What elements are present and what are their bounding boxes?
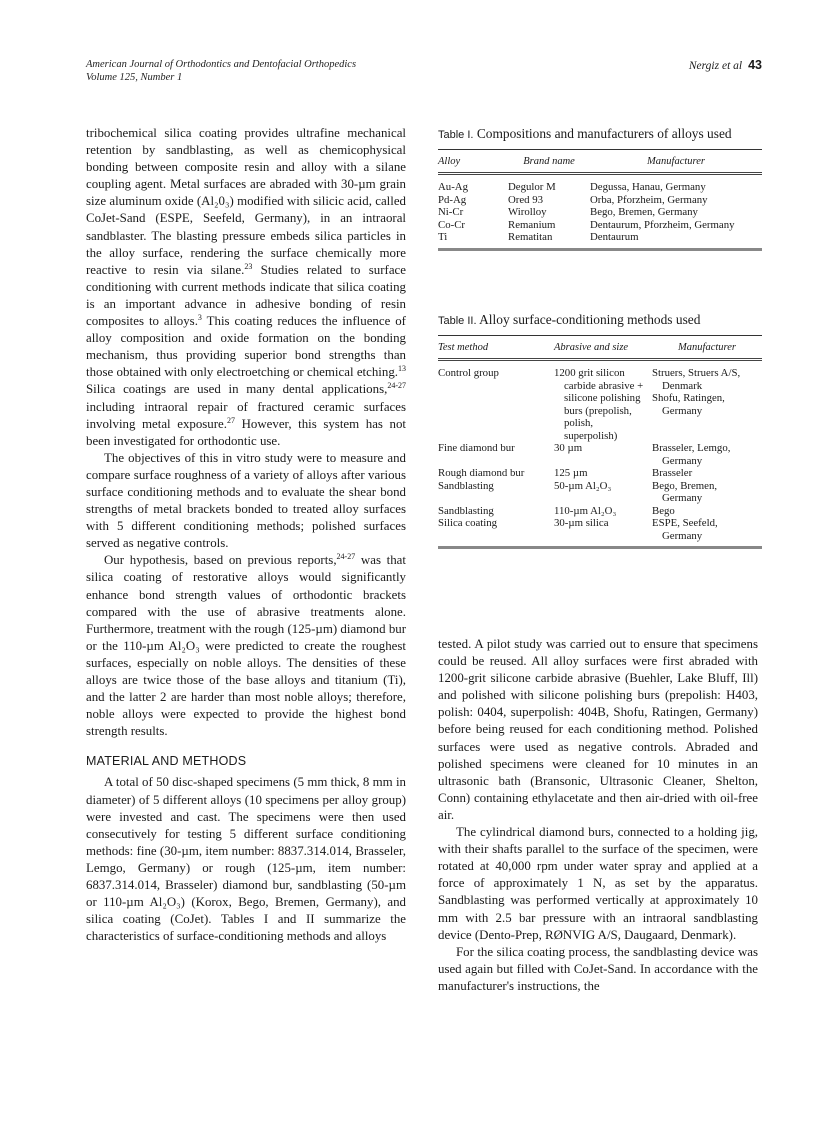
journal-volume: Volume 125, Number 1	[86, 72, 183, 83]
citation: 3	[197, 313, 202, 323]
journal-title: American Journal of Orthodontics and Dentofacial Orthopedics	[86, 59, 357, 70]
column-header: Manufacturer	[652, 336, 762, 360]
cell: Ored 93	[508, 193, 544, 206]
text-run: However, this system has not been investigated for orthodontic use.	[86, 416, 406, 448]
cell: Rough diamond bur	[438, 467, 525, 479]
table-1-caption	[438, 126, 762, 143]
paragraph-pilot: tested. A pilot study was carried out to ensure that specimens could be reused. All alloy surfaces were first abraded with 1200-grit silicone carbide abrasive (Buehler, Lake Bluff, Ill) and polished with silicone polishing burs (prepolish: H403, polish: 0404, superpolish: 404B, Shofu, Ratingen, Germany) before being reused for each conditioning method. Polished surfaces were used as negative controls. Abraded and polished specimens were cleaned for 10 minutes in an ultrasonic bath (Bransonic, Ultrasonic Cleaner, Shelton, Conn) containing ethylacetate and then air-dried with oil-free air.	[438, 637, 758, 822]
cell: Degulor M	[508, 181, 556, 193]
cell: Orba, Pforzheim, Germany	[590, 193, 708, 206]
text-run: Silica coatings are used in many dental applications,	[86, 382, 388, 397]
column-header: Abrasive and size	[554, 336, 652, 360]
cell: Wirolloy	[508, 206, 547, 218]
column-header: Manufacturer	[590, 150, 762, 174]
cell: Ti	[438, 231, 448, 243]
paragraph-objectives: The objectives of this in vitro study were to measure and compare surface roughness of a variety of alloys after various surface conditioning methods and to evaluate the shear bond strengths of metal brackets bonded to treated alloy surfaces with 5 different conditioning methods; polished surfaces served as negative controls.	[86, 450, 406, 551]
cell: 30-µm silica	[554, 517, 609, 529]
table-row	[438, 231, 762, 249]
table-1	[438, 126, 762, 251]
table-title: Compositions and manufacturers of alloys used	[476, 126, 732, 141]
text-run: including intraoral repair of fractured ceramic surfaces involving metal exposure.	[86, 399, 406, 431]
table-row	[438, 360, 762, 443]
cell	[652, 480, 762, 505]
cell: Au-Ag	[438, 181, 468, 193]
cell: Fine diamond bur	[438, 442, 515, 454]
cell: Dentaurum	[590, 231, 639, 243]
table-row	[438, 505, 762, 518]
table-2-caption	[438, 312, 762, 329]
cell: Remanium	[508, 218, 556, 231]
cell: Bego	[652, 504, 675, 517]
text-run: This coating reduces the influence of alloy composition and oxide formation on the bonding mechanism, thus providing superior bond strengths than those obtained with only electroetching or chemical etching.	[86, 314, 406, 380]
cell: Sandblasting	[438, 479, 494, 492]
citation: 13	[398, 364, 406, 374]
cell: Bego, Bremen, Germany	[590, 206, 698, 218]
citation: 23	[244, 261, 253, 271]
text-run: tribochemical silica coating provides ultrafine mechanical retention by sandblasting, as well as chemicophysical bonding between composite resin and alloy with a silane coupling agent. Metal surfaces are abraded with 30-µm grain size aluminum oxide (Al₂0₃) modified with silicic acid, called CoJet-Sand (ESPE, Seefeld, Germany), in an intraoral sandblaster. The blasting pressure embeds silica particles in the alloy surface, rendering the surface chemically more reactive to resin via silane.	[86, 126, 406, 277]
cell-text: 1200 grit silicon carbide abrasive + silicone polishing burs (prepolish, polish, superpolish)	[554, 367, 644, 442]
cell	[554, 360, 652, 443]
left-column	[86, 125, 406, 945]
column-header: Brand name	[508, 150, 590, 174]
table-row	[438, 174, 762, 194]
author-page	[689, 58, 762, 72]
paragraph-hypothesis	[86, 552, 406, 740]
running-header	[86, 58, 762, 84]
cell: Sandblasting	[438, 504, 494, 517]
text-run: Studies related to surface conditioning with current methods indicate that silica coating is an important advance in adhesive bonding of resin composites to alloys.	[86, 262, 406, 329]
paragraph-burs: The cylindrical diamond burs, connected to a holding jig, with their shafts parallel to the surface of the specimen, were rotated at 40,000 rpm under water spray and applied at a force of approximately 1 N, as set by the apparatus. Sandblasting was performed vertically at approximately 10 mm with 2.5 bar pressure with an intraoral sandblasting device (Dento-Prep, RØNVIG A/S, Daugaard, Denmark).	[438, 825, 758, 942]
cell: Brasseler	[652, 467, 693, 479]
citation: 24-27	[336, 552, 356, 562]
text-run: was that silica coating of restorative alloys would significantly enhance bond strength values of orthodontic brackets compared with the use of abrasive treatments alone. Furthermore, treatment with the rough (125-µm) diamond bur or the 110-µm Al₂O₃ were predicted to create the roughest surfaces, especially on noble alloys. The densities of these alloys are twice those of the base alloys and titanium (Ti), and the latter 2 are harder than most noble alloys; therefore, noble alloys were expected to provide the highest bond strength results.	[86, 553, 406, 739]
paragraph-methods: A total of 50 disc-shaped specimens (5 mm thick, 8 mm in diameter) of 5 different alloys (10 specimens per alloy group) were invested and cast. The specimens were then used consecutively for testing 5 different surface conditioning methods: fine (30-µm, item number: 8837.314.014, Brasseler, Lemgo, Germany) or rough (125-µm, item number: 6837.314.014, Brasseler) diamond bur, sandblasting (50-µm or 110-µm Al₂O₃) (Korox, Bego, Bremen, Germany), and silica coating (CoJet). Tables I and II summarize the characteristics of surface-conditioning methods and alloys	[86, 775, 406, 944]
cell	[652, 442, 762, 467]
table-row	[438, 219, 762, 232]
table-row	[438, 480, 762, 505]
cell: 110-µm Al₂O₃	[554, 504, 617, 517]
citation: 24-27	[387, 381, 406, 391]
table-1-grid	[438, 149, 762, 251]
cell: Control group	[438, 367, 499, 379]
cell	[652, 360, 762, 443]
text-run: Our hypothesis, based on previous reports,	[104, 553, 337, 568]
paragraph-intro	[86, 125, 406, 450]
cell: Co-Cr	[438, 218, 465, 231]
cell: Silica coating	[438, 517, 498, 529]
running-authors: Nergiz et al	[688, 60, 743, 72]
journal-info	[86, 58, 762, 84]
column-header: Alloy	[438, 150, 508, 174]
cell: Rematitan	[508, 231, 553, 243]
column-header: Test method	[438, 336, 554, 360]
table-label: Table II.	[438, 315, 477, 327]
paragraph-silica: For the silica coating process, the sandblasting device was used again but filled with CoJet-Sand. In accordance with the manufacturer's instructions, the	[438, 944, 758, 993]
cell: 30 µm	[554, 442, 583, 454]
citation: 27	[227, 415, 235, 425]
right-column	[438, 636, 758, 995]
table-row	[438, 194, 762, 207]
cell-text: Struers, Struers A/S, Denmark	[652, 367, 741, 392]
section-heading: MATERIAL AND METHODS	[86, 754, 247, 769]
page-number: 43	[748, 58, 762, 72]
table-row	[438, 467, 762, 480]
table-row	[438, 517, 762, 548]
cell-text: ESPE, Seefeld, Germany	[652, 517, 718, 542]
table-label: Table I.	[438, 129, 474, 141]
table-title: Alloy surface-conditioning methods used	[479, 312, 701, 327]
cell: 125 µm	[554, 467, 588, 479]
table-2	[438, 312, 762, 549]
cell: Ni-Cr	[438, 206, 464, 218]
cell: Degussa, Hanau, Germany	[590, 181, 706, 193]
cell: Pd-Ag	[438, 193, 467, 206]
cell-text: Bego, Bremen, Germany	[652, 479, 718, 504]
table-2-grid	[438, 335, 762, 549]
cell-text: Shofu, Ratingen, Germany	[652, 392, 725, 417]
cell	[652, 517, 762, 548]
table-row	[438, 442, 762, 467]
table-row	[438, 206, 762, 219]
cell: Dentaurum, Pforzheim, Germany	[590, 218, 735, 231]
cell: 50-µm Al₂O₃	[554, 479, 612, 492]
cell-text: Brasseler, Lemgo, Germany	[652, 442, 731, 467]
